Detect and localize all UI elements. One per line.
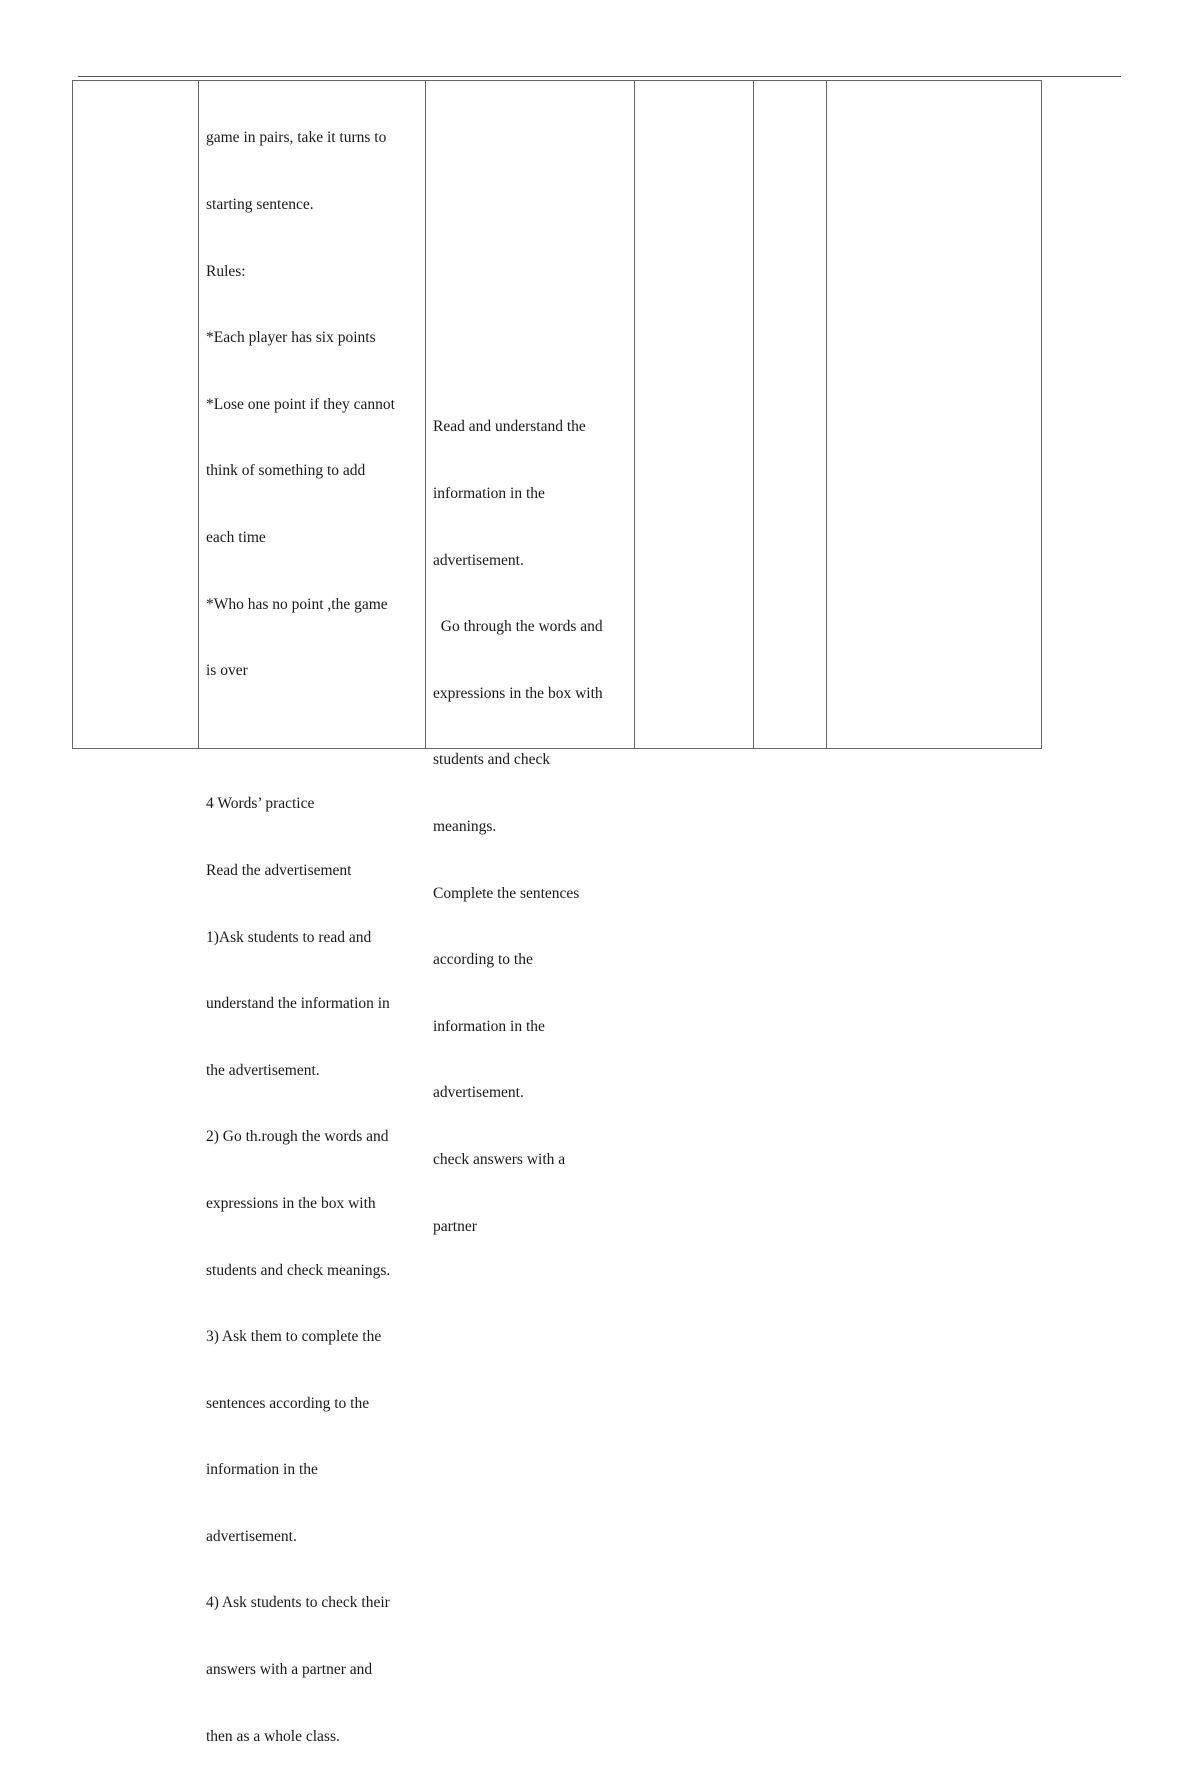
teacher-line: 4) Ask students to check their [206, 1594, 390, 1612]
teacher-line: information in the [206, 1461, 318, 1479]
teacher-line: 4 Words’ practice [206, 795, 315, 813]
teacher-line: 3) Ask them to complete the [206, 1328, 382, 1346]
teacher-line: understand the information in [206, 995, 390, 1013]
teacher-line: is over [206, 662, 248, 680]
empty-column-6 [826, 81, 1041, 748]
header-rule [78, 76, 1121, 77]
student-line: Read and understand the [433, 418, 586, 436]
teacher-line: sentences according to the [206, 1394, 370, 1412]
teacher-line: *Each player has six points [206, 329, 376, 347]
teacher-line [206, 727, 395, 749]
student-line: Go through the words and [433, 618, 603, 636]
student-line: check answers with a [433, 1150, 566, 1168]
teacher-line: each time [206, 528, 266, 546]
teacher-activity-text [206, 83, 395, 1792]
teacher-line: advertisement. [206, 1527, 297, 1545]
teacher-line: Rules: [206, 262, 246, 280]
teacher-line: the advertisement. [206, 1061, 320, 1079]
lesson-plan-table [72, 80, 1042, 1745]
student-line: advertisement. [433, 1084, 524, 1102]
empty-column-5 [753, 81, 826, 748]
teacher-line: 2) Go th.rough the words and [206, 1128, 389, 1146]
teacher-line: then as a whole class. [206, 1727, 340, 1745]
teacher-line: starting sentence. [206, 196, 314, 213]
stage-column [73, 81, 198, 748]
student-activity-text [433, 372, 603, 1282]
teacher-line: game in pairs, take it turns to [206, 129, 387, 147]
student-line: advertisement. [433, 551, 524, 569]
student-line: meanings. [433, 817, 497, 835]
teacher-line: *Who has no point ,the game [206, 595, 388, 613]
teacher-line: Read the advertisement [206, 861, 352, 879]
empty-column-4 [634, 81, 753, 748]
student-line: Complete the sentences [433, 884, 580, 902]
student-line: information in the [433, 485, 545, 502]
student-line: students and check [433, 751, 551, 769]
student-line: expressions in the box with [433, 684, 603, 702]
student-activity-column [425, 81, 634, 1235]
teacher-line: answers with a partner and [206, 1661, 373, 1679]
teacher-line: expressions in the box with [206, 1194, 376, 1212]
teacher-line: students and check meanings. [206, 1261, 391, 1279]
teacher-line: think of something to add [206, 462, 366, 480]
teacher-line: *Lose one point if they cannot [206, 395, 395, 413]
student-line: information in the [433, 1017, 545, 1035]
student-line: partner [433, 1217, 477, 1235]
teacher-activity-column [198, 81, 425, 1745]
student-line: according to the [433, 951, 533, 969]
teacher-line: 1)Ask students to read and [206, 928, 372, 946]
